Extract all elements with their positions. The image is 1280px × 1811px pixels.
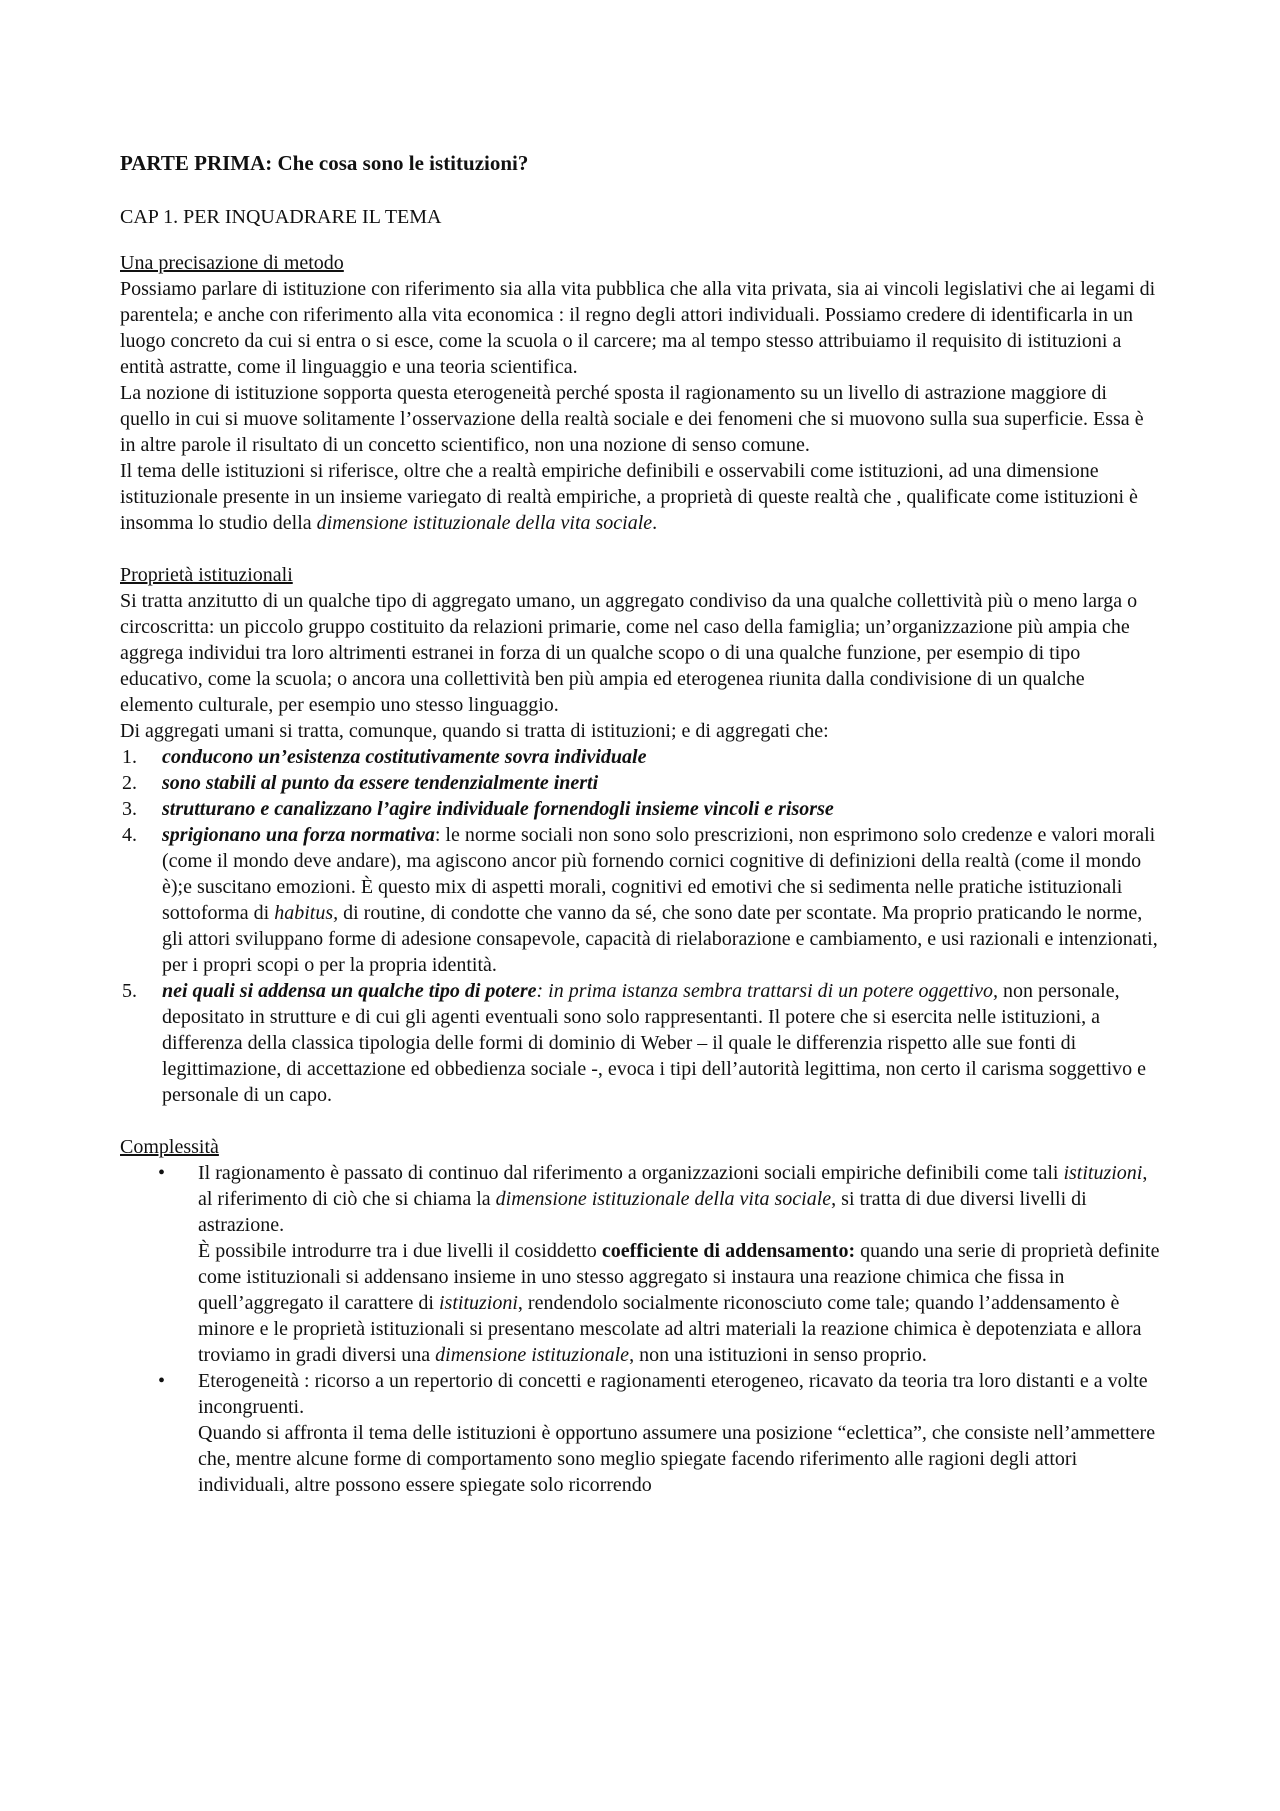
paragraph: Possiamo parlare di istituzione con riferimento sia alla vita pubblica che alla vita privata, sia ai vincoli legislativi che ai legami di parentela; e anche con riferimento alla vita economica : il regno degli attori individuali. Possiamo credere di identificarla in un luogo concreto da cui si entra o si esce, come la scuola o il carcere; ma al tempo stesso attribuiamo il requisito di istituzioni a entità astratte, come il linguaggio e una teoria scientifica. — [120, 278, 1156, 378]
part-heading: PARTE PRIMA: Che cosa sono le istituzioni? — [120, 151, 529, 175]
italic-text: dimensione istituzionale della vita sociale — [316, 512, 653, 534]
list-item — [120, 1160, 1160, 1368]
text-run: non personale, depositato in strutture e di cui gli agenti eventuali sono solo rappresentanti. Il potere che si esercita nelle istituzioni, a differenza della classica tipologia delle formi di dominio di Weber – il quale le differenzia rispetto alle sue fonti di legittimazione, di accettazione ed obbedienza sociale -, evoca i tipi dell’autorità legittima, non certo il carisma soggettivo e personale di un capo. — [162, 980, 1147, 1106]
paragraph: Di aggregati umani si tratta, comunque, quando si tratta di istituzioni; e di aggregati che: — [120, 720, 829, 742]
list-item — [120, 796, 1160, 822]
italic-text: istituzioni — [1063, 1162, 1143, 1184]
paragraph: Quando si affronta il tema delle istituzioni è opportuno assumere una posizione “eclettica”, che consiste nell’ammettere che, mentre alcune forme di comportamento sono meglio spiegate facendo riferimento alle ragioni degli attori individuali, altre possono essere spiegate solo ricorrendo — [198, 1422, 1156, 1496]
text-run: Il ragionamento è passato di continuo dal riferimento a organizzazioni sociali empiriche definibili come tali — [198, 1162, 1064, 1184]
text-run: Il tema delle istituzioni si riferisce, oltre che a realtà empiriche definibili e osservabili come istituzioni, ad una dimensione istituzionale presente in un insieme variegato di realtà empiriche, a proprietà di queste realtà che , qualificate come istituzioni è insomma lo studio della — [120, 460, 1138, 534]
section-complexity — [120, 1134, 1160, 1498]
spacer — [120, 536, 1160, 562]
paragraph — [120, 458, 1160, 536]
list-item — [120, 770, 1160, 796]
text-run: : le norme sociali non sono solo prescrizioni, non esprimono solo credenze e valori morali (come il mondo deve andare), ma agiscono ancor più fornendo cornici cognitive di definizioni della realtà (come il mondo è);e suscitano emozioni. È questo mix di aspetti morali, cognitivi ed emotivi che si sedimenta nelle pratiche istituzionali sottoforma di — [162, 824, 1156, 924]
text-run: quando una serie di proprietà definite come istituzionali si addensano insieme in uno stesso aggregato si instaura una reazione chimica che fissa in quell’aggregato il carattere di — [198, 1240, 1160, 1314]
section-title-method: Una precisazione di metodo — [120, 252, 344, 274]
list-number: 5. — [122, 980, 137, 1002]
bold-italic-text: strutturano e canalizzano l’agire individuale fornendogli insieme vincoli e risorse — [162, 798, 834, 820]
section-properties — [120, 562, 1160, 1108]
italic-text: dimensione istituzionale — [435, 1344, 630, 1366]
bold-italic-text: sono stabili al punto da essere tendenzialmente inerti — [162, 772, 599, 794]
text-run: È possibile introdurre tra i due livelli il cosiddetto — [198, 1240, 602, 1262]
section-method — [120, 250, 1160, 536]
list-item — [120, 978, 1160, 1108]
bullet-icon: • — [158, 1370, 166, 1392]
spacer — [120, 1108, 1160, 1134]
bold-italic-text: nei quali si addensa un qualche tipo di potere — [162, 980, 537, 1002]
text-run: . — [652, 512, 658, 534]
text-run: di routine, di condotte che vanno da sé, che sono date per scontate. Ma proprio praticando le norme, gli attori sviluppano forme di adesione consapevole, capacità di rielaborazione e cambiamento, e usi razionali e intenzionati, per i propri scopi o per la propria identità. — [162, 902, 1158, 976]
list-item — [120, 744, 1160, 770]
text-run: , si tratta di due diversi livelli di astrazione. — [198, 1188, 1087, 1236]
list-item — [120, 1368, 1160, 1498]
section-title-complexity: Complessità — [120, 1136, 219, 1158]
text-run: , non una istituzioni in senso proprio. — [629, 1344, 927, 1366]
list-number: 3. — [122, 798, 137, 820]
document-page — [120, 150, 1160, 1498]
chapter-heading: CAP 1. PER INQUADRARE IL TEMA — [120, 206, 442, 228]
paragraph — [198, 1238, 1160, 1368]
paragraph — [198, 1160, 1160, 1238]
paragraph: Si tratta anzitutto di un qualche tipo di aggregato umano, un aggregato condiviso da una qualche collettività più o meno larga o circoscritta: un piccolo gruppo costituito da relazioni primarie, come nel caso della famiglia; un’organizzazione più ampia che aggrega individui tra loro altrimenti estranei in forza di un qualche scopo o di una qualche funzione, per esempio di tipo educativo, come la scuola; o ancora una collettività ben più ampia ed eterogenea riunita dalla condivisione di un qualche elemento culturale, per esempio uno stesso linguaggio. — [120, 590, 1138, 716]
bold-italic-text: sprigionano una forza normativa — [162, 824, 435, 846]
section-title-properties: Proprietà istituzionali — [120, 564, 293, 586]
italic-text: oggettivo, — [918, 980, 998, 1002]
bullet-icon: • — [158, 1162, 166, 1184]
italic-text: istituzioni — [439, 1292, 518, 1314]
paragraph: Eterogeneità : ricorso a un repertorio di concetti e ragionamenti eterogeneo, ricavato da teoria tra loro distanti e a volte incongruenti. — [198, 1370, 1148, 1418]
list-number: 4. — [122, 824, 137, 846]
bold-text: coefficiente di addensamento: — [601, 1240, 856, 1262]
text-run: : in prima istanza sembra trattarsi di un potere — [536, 980, 919, 1002]
list-number: 2. — [122, 772, 137, 794]
italic-text: dimensione istituzionale della vita sociale — [495, 1188, 832, 1210]
list-item — [120, 822, 1160, 978]
paragraph: La nozione di istituzione sopporta questa eterogeneità perché sposta il ragionamento su un livello di astrazione maggiore di quello in cui si muove solitamente l’osservazione della realtà sociale e dei fenomeni che si muovono sulla sua superficie. Essa è in altre parole il risultato di un concetto scientifico, non una nozione di senso comune. — [120, 382, 1144, 456]
italic-text: habitus, — [274, 902, 339, 924]
complexity-list — [120, 1160, 1160, 1498]
bold-italic-text: conducono un’esistenza costitutivamente sovra individuale — [162, 746, 647, 768]
properties-list — [120, 744, 1160, 1108]
list-number: 1. — [122, 746, 137, 768]
text-run: , rendendolo socialmente riconosciuto come tale; quando l’addensamento è minore e le proprietà istituzionali si presentano mescolate ad altri materiali la reazione chimica è depotenziata e allora troviamo in gradi diversi una — [198, 1292, 1142, 1366]
text-run: , al riferimento di ciò che si chiama la — [198, 1162, 1148, 1210]
